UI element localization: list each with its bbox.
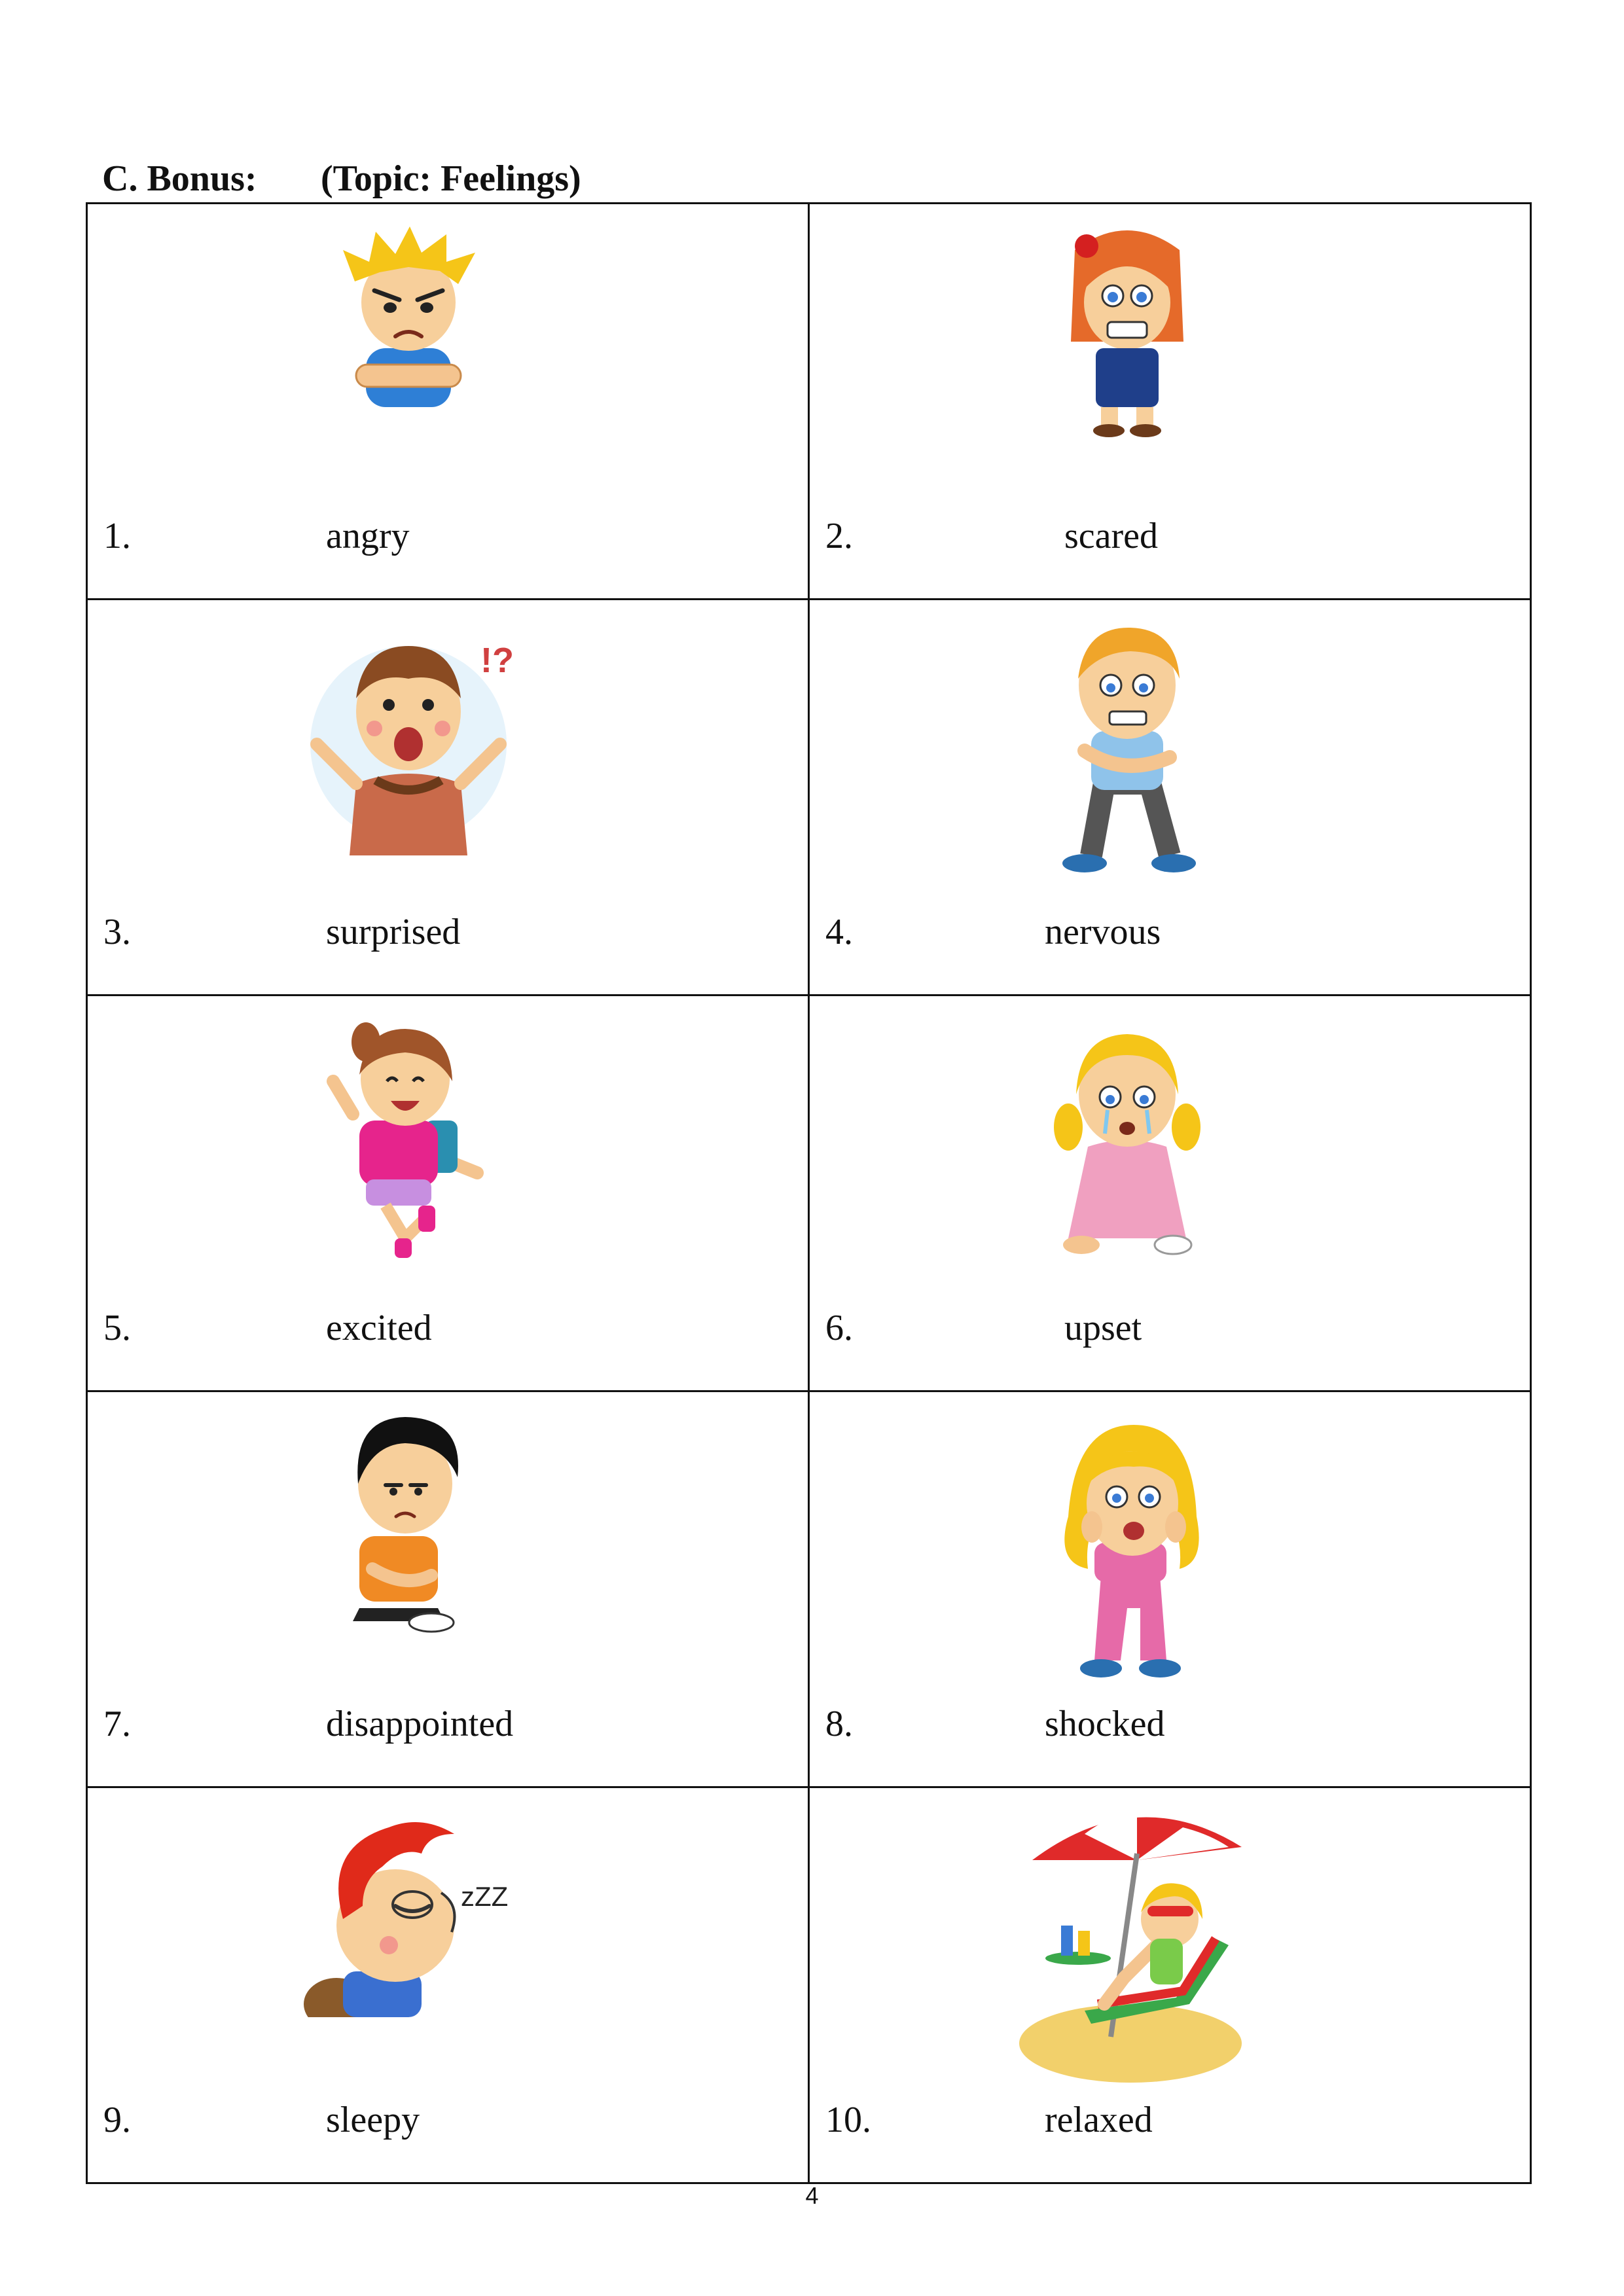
surprised-boy-icon [297,620,520,855]
relaxed-girl-beach-icon [1019,1808,1255,2083]
page-number: 4 [805,2182,819,2209]
sleepy-boy-icon [297,1808,533,2017]
table-row [87,1391,1531,1787]
section-title: C. Bonus: [102,158,257,199]
feeling-cell-4 [809,600,1531,996]
nervous-boy-icon [1045,620,1209,875]
shocked-girl-icon [1042,1412,1219,1687]
upset-girl-icon [1042,1016,1212,1265]
item-number: 2. [825,516,853,556]
item-number: 3. [103,912,131,952]
item-number: 4. [825,912,853,952]
feelings-table [86,202,1532,2184]
disappointed-boy-icon [333,1412,477,1634]
feeling-cell-5 [87,996,809,1391]
section-topic: (Topic: Feelings) [321,158,581,199]
table-row [87,204,1531,600]
feeling-word: angry [326,516,410,556]
feeling-cell-10 [809,1787,1531,2183]
item-number: 1. [103,516,131,556]
feeling-cell-6 [809,996,1531,1391]
item-number: 5. [103,1308,131,1348]
feeling-word: disappointed [326,1704,514,1744]
feeling-cell-7 [87,1391,809,1787]
feeling-cell-2 [809,204,1531,600]
item-number: 10. [825,2100,871,2140]
feeling-cell-1 [87,204,809,600]
table-row [87,600,1531,996]
feeling-word: scared [1064,516,1159,556]
feeling-word: shocked [1045,1704,1165,1744]
feeling-word: upset [1064,1308,1142,1348]
item-number: 9. [103,2100,131,2140]
item-number: 6. [825,1308,853,1348]
feeling-word: nervous [1045,912,1161,952]
scared-girl-icon [1055,224,1199,440]
table-row [87,1787,1531,2183]
feeling-word: sleepy [326,2100,420,2140]
feeling-cell-9 [87,1787,809,2183]
item-number: 7. [103,1704,131,1744]
angry-boy-icon [330,224,487,407]
svg-text:!?: !? [480,641,514,680]
feeling-word: relaxed [1045,2100,1153,2140]
svg-text:zZZ: zZZ [461,1881,509,1912]
feeling-cell-3 [87,600,809,996]
item-number: 8. [825,1704,853,1744]
table-row [87,996,1531,1391]
feeling-cell-8 [809,1391,1531,1787]
feeling-word: surprised [326,912,461,952]
excited-girl-icon [327,1016,484,1265]
feeling-word: excited [326,1308,432,1348]
